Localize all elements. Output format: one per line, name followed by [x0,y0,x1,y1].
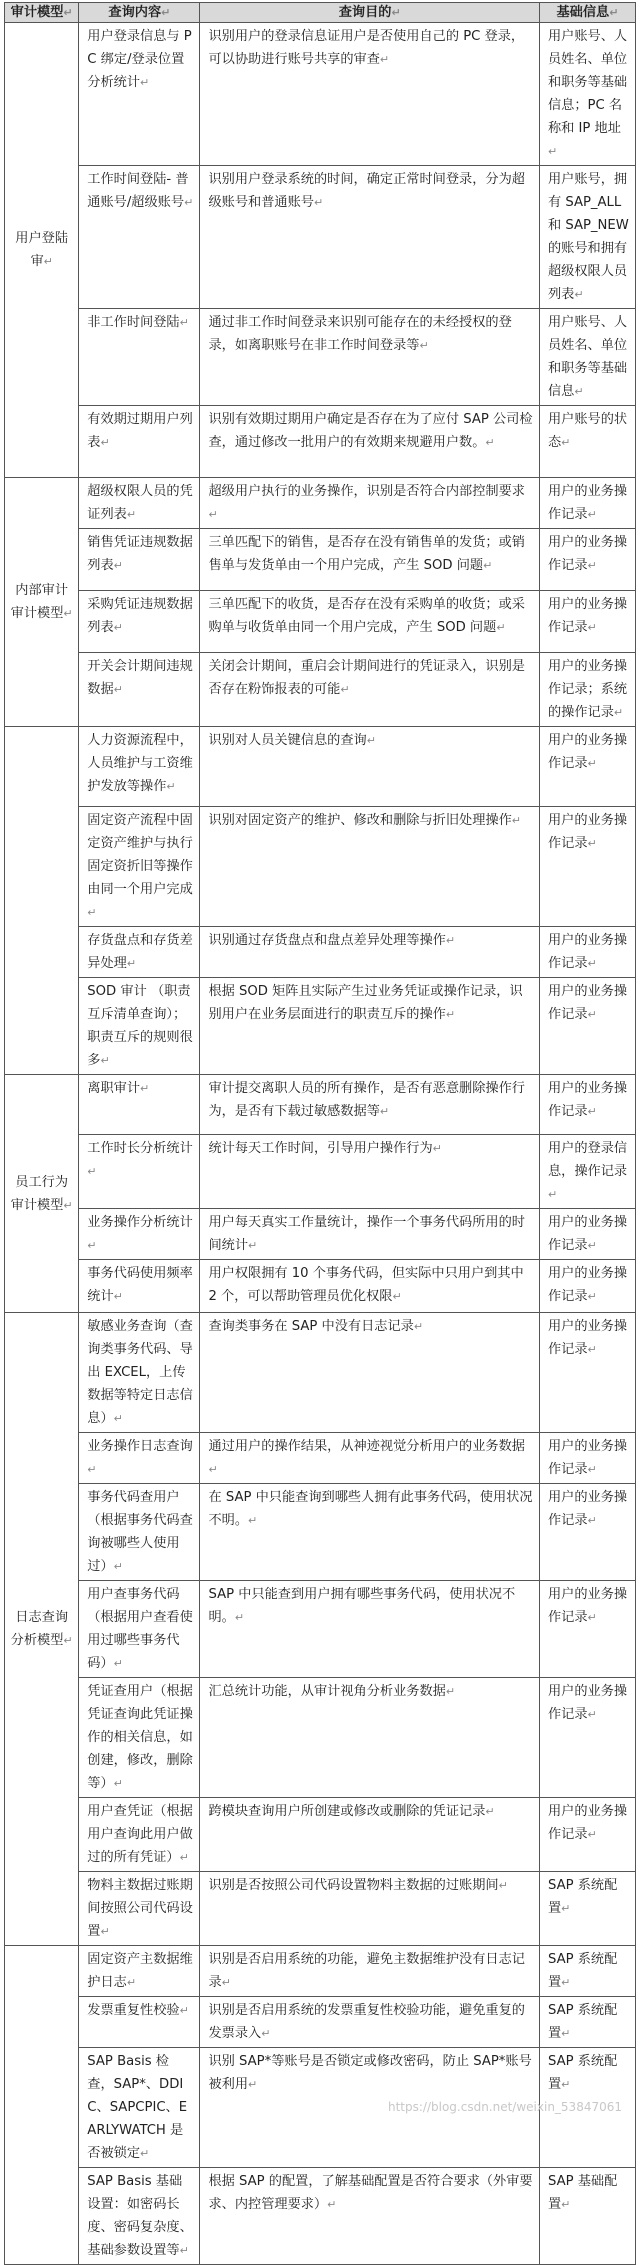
info-cell: SAP 系统配置↵ [539,1872,635,1946]
info-cell: 用户的业务操作记录↵ [539,807,635,927]
content-cell: 用户查事务代码（根据用户查看使用过哪些事务代码）↵ [79,1581,200,1678]
content-cell: 凭证查用户（根据凭证查询此凭证操作的相关信息，如创建，修改，删除等）↵ [79,1678,200,1798]
purpose-cell: 识别对人员关键信息的查询↵ [200,727,540,807]
table-row [5,1135,636,1209]
purpose-cell: 识别用户的登录信息证用户是否使用自己的 PC 登录，可以协助进行账号共享的审查↵ [200,23,540,166]
audit-model-cell [5,727,79,1075]
purpose-cell: 用户权限拥有 10 个事务代码，但实际中只用户到其中 2 个，可以帮助管理员优化权限↵ [200,1260,540,1313]
table-row [5,2168,636,2265]
audit-model-cell: 日志查询分析模型↵ [5,1313,79,1946]
info-cell: SAP 系统配置↵ [539,2048,635,2168]
table-row [5,23,636,166]
purpose-cell: SAP 中只能查到用户拥有哪些事务代码，使用状况不明。↵ [200,1581,540,1678]
info-cell: 用户的业务操作记录↵ [539,927,635,978]
info-cell: 用户的业务操作记录↵ [539,1260,635,1313]
info-cell: 用户的业务操作记录↵ [539,727,635,807]
purpose-cell: 识别通过存货盘点和盘点差异处理等操作↵ [200,927,540,978]
table-row [5,653,636,727]
table-row [5,166,636,309]
content-cell: 超级权限人员的凭证列表↵ [79,478,200,529]
content-cell: 事务代码查用户（根据事务代码查询被哪些人使用过）↵ [79,1484,200,1581]
table-row [5,591,636,653]
purpose-cell: 根据 SAP 的配置，了解基础配置是否符合要求（外审要求、内控管理要求）↵ [200,2168,540,2265]
info-cell: 用户的业务操作记录↵ [539,1075,635,1135]
info-cell: SAP 基础配置↵ [539,2168,635,2265]
purpose-cell: 三单匹配下的销售，是否存在没有销售单的发货；或销售单与发货单由一个用户完成，产生 SOD 问题↵ [200,529,540,591]
header-audit-model: 审计模型↵ [5,3,79,23]
table-row [5,478,636,529]
table-row [5,978,636,1075]
watermark: https://blog.csdn.net/weixin_53847061 [387,2100,622,2114]
table-row [5,1209,636,1260]
info-cell: 用户账号、人员姓名、单位和职务等基础信息↵ [539,309,635,406]
table-row [5,807,636,927]
purpose-cell: 根据 SOD 矩阵且实际产生过业务凭证或操作记录，识别用户在业务层面进行的职责互斥的操作↵ [200,978,540,1075]
content-cell: 固定资产流程中固定资产维护与执行固定资折旧等操作由同一个用户完成↵ [79,807,200,927]
purpose-cell: 识别用户登录系统的时间，确定正常时间登录，分为超级账号和普通账号↵ [200,166,540,309]
info-cell: 用户的业务操作记录↵ [539,978,635,1075]
purpose-cell: 识别对固定资产的维护、修改和删除与折旧处理操作↵ [200,807,540,927]
audit-model-cell: 用户登陆审↵ [5,23,79,478]
info-cell: 用户账号，拥有 SAP_ALL 和 SAP_NEW 的账号和拥有超级权限人员列表↵ [539,166,635,309]
table-row [5,1678,636,1798]
info-cell: 用户的业务操作记录↵ [539,529,635,591]
table-row [5,529,636,591]
content-cell: 用户登录信息与 PC 绑定/登录位置分析统计↵ [79,23,200,166]
purpose-cell: 统计每天工作时间，引导用户操作行为↵ [200,1135,540,1209]
table-row [5,1433,636,1484]
purpose-cell: 查询类事务在 SAP 中没有日志记录↵ [200,1313,540,1433]
table-row [5,1997,636,2048]
content-cell: 工作时长分析统计↵ [79,1135,200,1209]
content-cell: SAP Basis 基础设置：如密码长度、密码复杂度、基础参数设置等↵ [79,2168,200,2265]
content-cell: 固定资产主数据维护日志↵ [79,1946,200,1997]
header-basic-info: 基础信息↵ [539,3,635,23]
info-cell: 用户的业务操作记录↵ [539,1484,635,1581]
content-cell: 销售凭证违规数据列表↵ [79,529,200,591]
header-query-content: 查询内容↵ [79,3,200,23]
content-cell: 离职审计↵ [79,1075,200,1135]
audit-model-cell: 内部审计审计模型↵ [5,478,79,727]
purpose-cell: 用户每天真实工作量统计，操作一个事务代码所用的时间统计↵ [200,1209,540,1260]
purpose-cell: 识别是否启用系统的功能，避免主数据维护没有日志记录↵ [200,1946,540,1997]
table-row [5,406,636,478]
content-cell: 开关会计期间违规数据↵ [79,653,200,727]
info-cell: 用户的业务操作记录↵ [539,591,635,653]
purpose-cell: 汇总统计功能，从审计视角分析业务数据↵ [200,1678,540,1798]
table-row [5,1484,636,1581]
info-cell: 用户的业务操作记录；系统的操作记录↵ [539,653,635,727]
table-row [5,1075,636,1135]
content-cell: SOD 审计 （职责互斥清单查询）；职责互斥的规则很多↵ [79,978,200,1075]
purpose-cell: 通过用户的操作结果，从神迹视觉分析用户的业务数据↵ [200,1433,540,1484]
purpose-cell: 识别是否启用系统的发票重复性校验功能，避免重复的发票录入↵ [200,1997,540,2048]
content-cell: 事务代码使用频率统计↵ [79,1260,200,1313]
table-row [5,1946,636,1997]
purpose-cell: 通过非工作时间登录来识别可能存在的未经授权的登录，如离职账号在非工作时间登录等↵ [200,309,540,406]
purpose-cell: 关闭会计期间，重启会计期间进行的凭证录入，识别是否存在粉饰报表的可能↵ [200,653,540,727]
purpose-cell: 跨模块查询用户所创建或修改或删除的凭证记录↵ [200,1798,540,1872]
table-row [5,1798,636,1872]
table-row [5,927,636,978]
content-cell: 采购凭证违规数据列表↵ [79,591,200,653]
content-cell: 敏感业务查询（查询类事务代码、导出 EXCEL，上传数据等特定日志信息）↵ [79,1313,200,1433]
table-row [5,1260,636,1313]
content-cell: 用户查凭证（根据用户查询此用户做过的所有凭证）↵ [79,1798,200,1872]
audit-model-table [4,2,636,2265]
info-cell: SAP 系统配置↵ [539,1997,635,2048]
purpose-cell: 审计提交离职人员的所有操作，是否有恶意删除操作行为，是否有下载过敏感数据等↵ [200,1075,540,1135]
purpose-cell: 三单匹配下的收货，是否存在没有采购单的收货；或采购单与收货单由同一个用户完成，产生 SOD 问题↵ [200,591,540,653]
content-cell: 有效期过期用户列表↵ [79,406,200,478]
info-cell: 用户的业务操作记录↵ [539,478,635,529]
table-body [5,23,636,2265]
content-cell: 业务操作分析统计↵ [79,1209,200,1260]
content-cell: 工作时间登陆- 普通账号/超级账号↵ [79,166,200,309]
content-cell: 业务操作日志查询↵ [79,1433,200,1484]
info-cell: 用户账号、人员姓名、单位和职务等基础信息；PC 名称和 IP 地址↵ [539,23,635,166]
content-cell: 存货盘点和存货差异处理↵ [79,927,200,978]
content-cell: 非工作时间登陆↵ [79,309,200,406]
info-cell: 用户的业务操作记录↵ [539,1209,635,1260]
purpose-cell: 超级用户执行的业务操作，识别是否符合内部控制要求↵ [200,478,540,529]
table-row [5,1313,636,1433]
content-cell: SAP Basis 检查，SAP*、DDIC、SAPCPIC、EARLYWATCH 是否被锁定↵ [79,2048,200,2168]
info-cell: 用户的业务操作记录↵ [539,1798,635,1872]
audit-model-cell: 员工行为审计模型↵ [5,1075,79,1313]
purpose-cell: 识别是否按照公司代码设置物料主数据的过账期间↵ [200,1872,540,1946]
table-row [5,1581,636,1678]
content-cell: 发票重复性校验↵ [79,1997,200,2048]
info-cell: 用户的业务操作记录↵ [539,1678,635,1798]
content-cell: 人力资源流程中，人员维护与工资维护发放等操作↵ [79,727,200,807]
table-row [5,727,636,807]
info-cell: 用户的业务操作记录↵ [539,1313,635,1433]
info-cell: 用户的业务操作记录↵ [539,1433,635,1484]
audit-model-cell [5,1946,79,2265]
info-cell: 用户的业务操作记录↵ [539,1581,635,1678]
info-cell: 用户的登录信息，操作记录↵ [539,1135,635,1209]
table-header-row [5,3,636,23]
info-cell: 用户账号的状态↵ [539,406,635,478]
content-cell: 物料主数据过账期间按照公司代码设置↵ [79,1872,200,1946]
purpose-cell: 在 SAP 中只能查询到哪些人拥有此事务代码，使用状况不明。↵ [200,1484,540,1581]
header-query-purpose: 查询目的↵ [200,3,540,23]
table-row [5,1872,636,1946]
purpose-cell: 识别有效期过期用户确定是否存在为了应付 SAP 公司检查，通过修改一批用户的有效期来规避用户数。↵ [200,406,540,478]
info-cell: SAP 系统配置↵ [539,1946,635,1997]
purpose-cell: 识别 SAP*等账号是否锁定或修改密码，防止 SAP*账号被利用↵ [200,2048,540,2168]
table-row [5,309,636,406]
